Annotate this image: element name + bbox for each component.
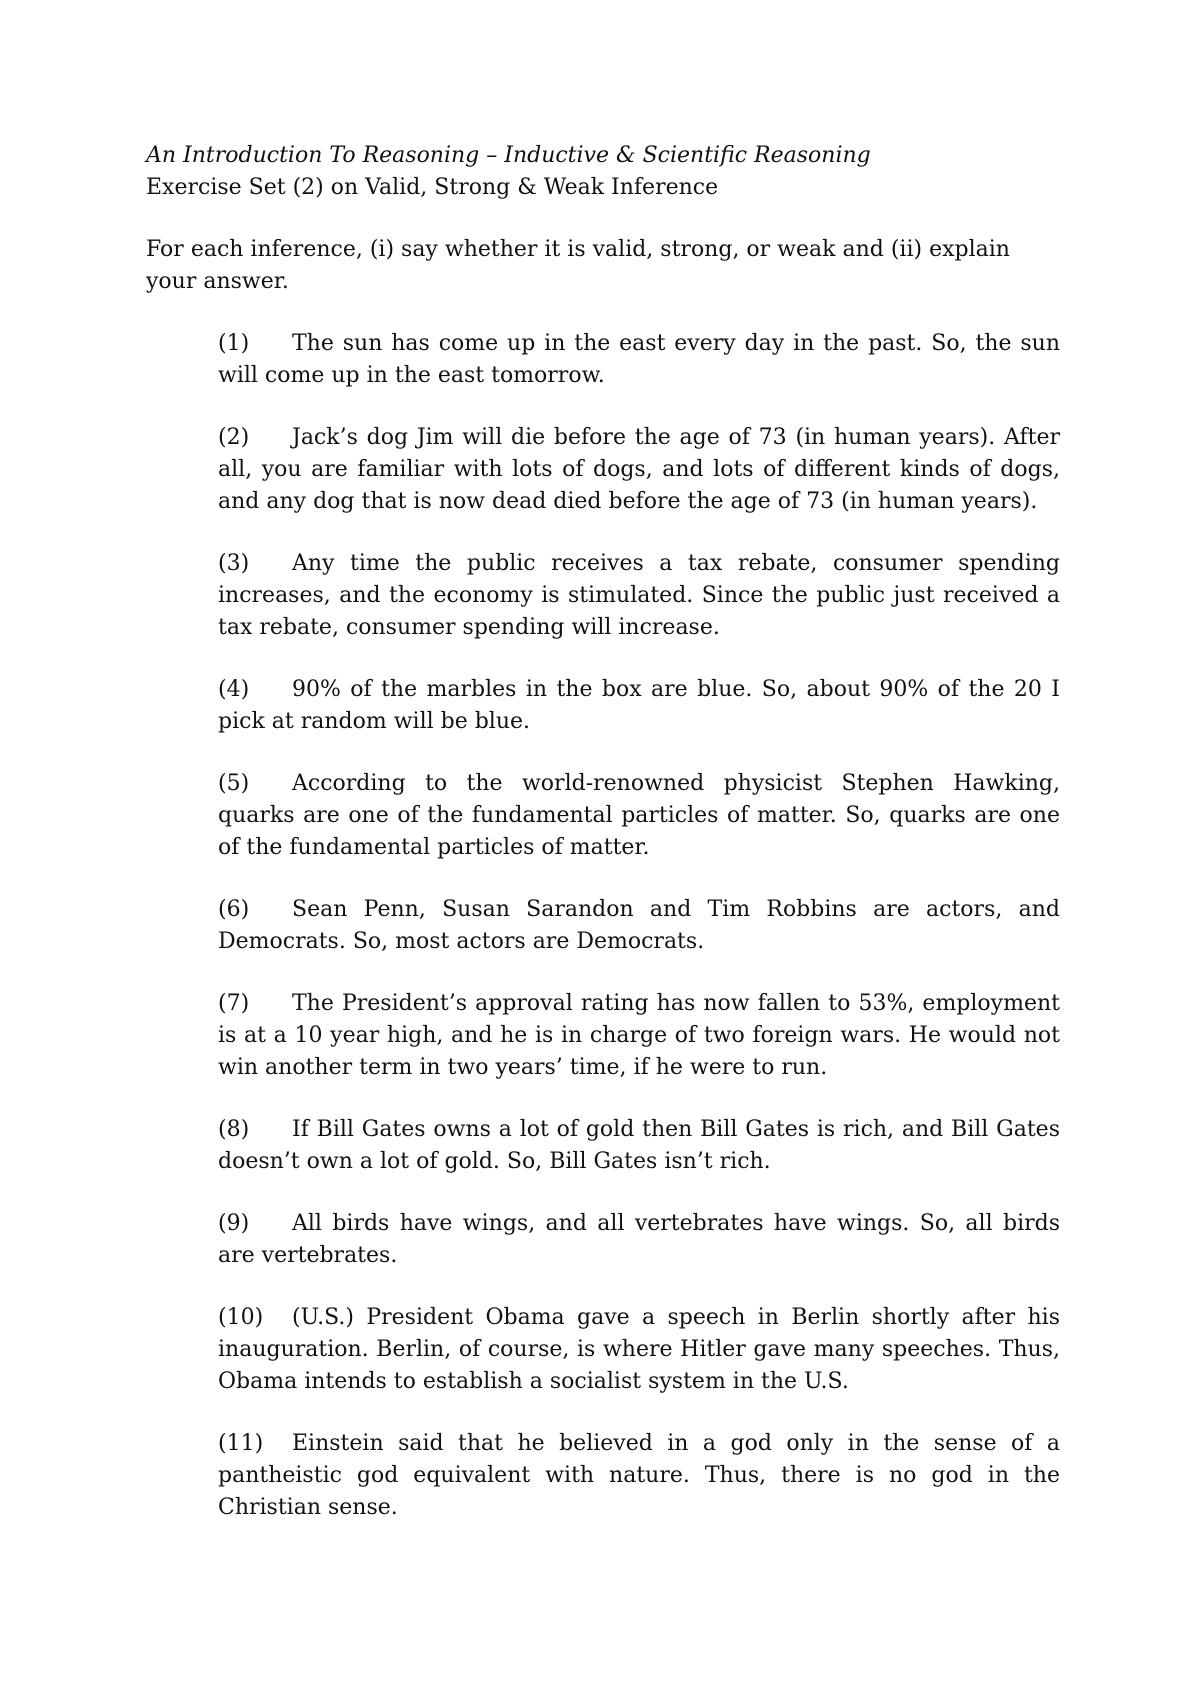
document-title: An Introduction To Reasoning – Inductive & Scientific Reasoning [146, 143, 871, 168]
exercise-list [146, 328, 1060, 1524]
exercise-number: (10) [218, 1305, 264, 1330]
exercise-item-3 [218, 548, 1060, 644]
exercise-number: (6) [218, 897, 250, 922]
exercise-text: All birds have wings, and all vertebrates have wings. So, all birds are vertebrates. [218, 1211, 1060, 1268]
exercise-item-9 [218, 1208, 1060, 1272]
exercise-item-2 [218, 422, 1060, 518]
exercise-text: Sean Penn, Susan Sarandon and Tim Robbins are actors, and Democrats. So, most actors are Democrats. [218, 897, 1060, 954]
exercise-item-5 [218, 768, 1060, 864]
exercise-number: (11) [218, 1431, 264, 1456]
exercise-text: Any time the public receives a tax rebate, consumer spending increases, and the economy is stimulated. Since the public just received a tax rebate, consumer spending will increase. [218, 551, 1060, 640]
exercise-item-4 [218, 674, 1060, 738]
exercise-text: The sun has come up in the east every day in the past. So, the sun will come up in the east tomorrow. [218, 331, 1060, 388]
exercise-text: (U.S.) President Obama gave a speech in Berlin shortly after his inauguration. Berlin, of course, is where Hitler gave many speeches. Thus, Obama intends to establish a socialist system in the U.S. [218, 1305, 1060, 1394]
exercise-text: If Bill Gates owns a lot of gold then Bill Gates is rich, and Bill Gates doesn’t own a lot of gold. So, Bill Gates isn’t rich. [218, 1117, 1060, 1174]
exercise-number: (3) [218, 551, 250, 576]
exercise-number: (4) [218, 677, 250, 702]
exercise-number: (1) [218, 331, 250, 356]
exercise-item-6 [218, 894, 1060, 958]
exercise-item-11 [218, 1428, 1060, 1524]
exercise-item-7 [218, 988, 1060, 1084]
exercise-item-8 [218, 1114, 1060, 1178]
exercise-number: (8) [218, 1117, 250, 1142]
exercise-number: (5) [218, 771, 250, 796]
exercise-item-1 [218, 328, 1060, 392]
exercise-text: 90% of the marbles in the box are blue. So, about 90% of the 20 I pick at random will be blue. [218, 677, 1060, 734]
exercise-number: (2) [218, 425, 250, 450]
instructions-text: For each inference, (i) say whether it is valid, strong, or weak and (ii) explain your answer. [146, 237, 1010, 294]
exercise-item-10 [218, 1302, 1060, 1398]
document-page [146, 140, 1060, 1554]
exercise-number: (7) [218, 991, 250, 1016]
exercise-text: Jack’s dog Jim will die before the age of 73 (in human years). After all, you are familiar with lots of dogs, and lots of different kinds of dogs, and any dog that is now dead died before the age of 73 (in human years). [218, 425, 1060, 514]
exercise-text: The President’s approval rating has now fallen to 53%, employment is at a 10 year high, and he is in charge of two foreign wars. He would not win another term in two years’ time, if he were to run. [218, 991, 1060, 1080]
document-subtitle: Exercise Set (2) on Valid, Strong & Weak Inference [146, 175, 719, 200]
exercise-text: According to the world-renowned physicist Stephen Hawking, quarks are one of the fundamental particles of matter. So, quarks are one of the fundamental particles of matter. [218, 771, 1060, 860]
exercise-number: (9) [218, 1211, 250, 1236]
exercise-text: Einstein said that he believed in a god only in the sense of a pantheistic god equivalent with nature. Thus, there is no god in the Christian sense. [218, 1431, 1060, 1520]
